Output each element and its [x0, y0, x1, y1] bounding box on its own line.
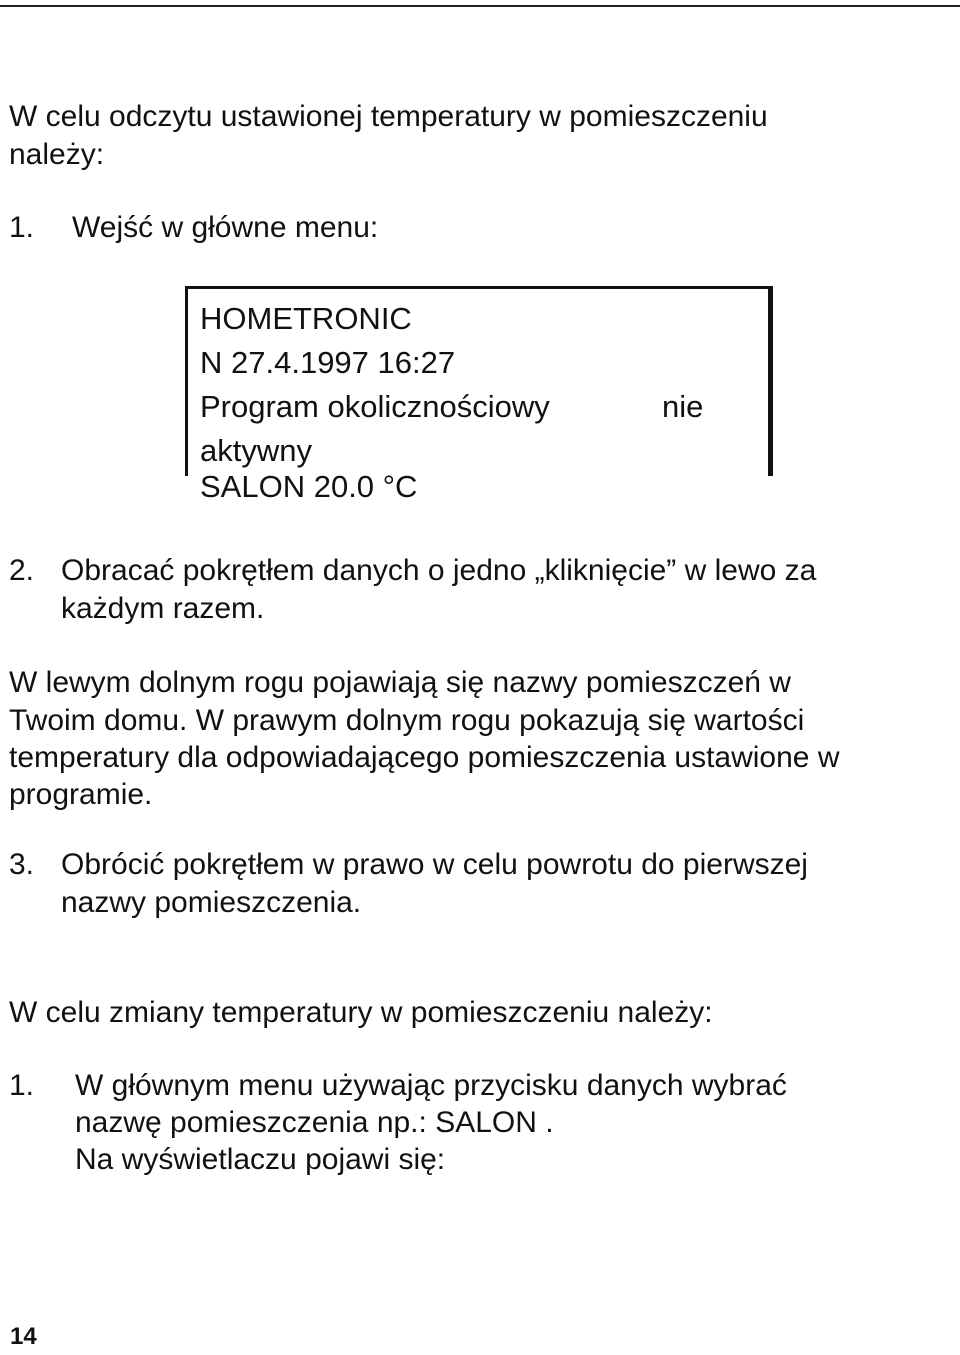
change-heading: W celu zmiany temperatury w pomieszczeniu należy:: [9, 996, 713, 1029]
rooms-line-2: Twoim domu. W prawym dolnym rogu pokazują się wartości: [9, 704, 805, 737]
rooms-line-1: W lewym dolnym rogu pojawiają się nazwy pomieszczeń w: [9, 666, 791, 699]
lcd-line-3-value: nie: [662, 389, 704, 424]
lcd-line-3: Program okolicznościowy: [200, 389, 550, 424]
step2-number: 2.: [9, 554, 35, 587]
change-step1-line-2: nazwę pomieszczenia np.: SALON .: [75, 1106, 554, 1139]
step3-number: 3.: [9, 848, 35, 881]
step1-number: 1.: [9, 211, 35, 244]
rooms-line-4: programie.: [9, 778, 153, 811]
step1-text: Wejść w główne menu:: [72, 211, 379, 244]
lcd-line-2: N 27.4.1997 16:27: [200, 345, 456, 380]
step2-line-2: każdym razem.: [61, 592, 265, 625]
intro-line-2: należy:: [9, 138, 105, 171]
lcd-line-5-cut: SALON 20.0 °C: [200, 469, 418, 504]
step3-line-1: Obrócić pokrętłem w prawo w celu powrotu do pierwszej: [61, 848, 808, 881]
lcd-display: [185, 286, 773, 504]
top-rule: [0, 5, 960, 7]
lcd-line-1: HOMETRONIC: [200, 301, 412, 336]
change-step1-line-3: Na wyświetlaczu pojawi się:: [75, 1143, 446, 1176]
step3-line-2: nazwy pomieszczenia.: [61, 886, 362, 919]
lcd-line-4: aktywny: [200, 433, 312, 468]
step2-line-1: Obracać pokrętłem danych o jedno „kliknięcie” w lewo za: [61, 554, 817, 587]
change-step1-number: 1.: [9, 1069, 35, 1102]
change-step1-line-1: W głównym menu używając przycisku danych wybrać: [75, 1069, 787, 1102]
rooms-line-3: temperatury dla odpowiadającego pomieszczenia ustawione w: [9, 741, 840, 774]
intro-line-1: W celu odczytu ustawionej temperatury w pomieszczeniu: [9, 100, 768, 133]
page-number: 14: [10, 1323, 37, 1350]
